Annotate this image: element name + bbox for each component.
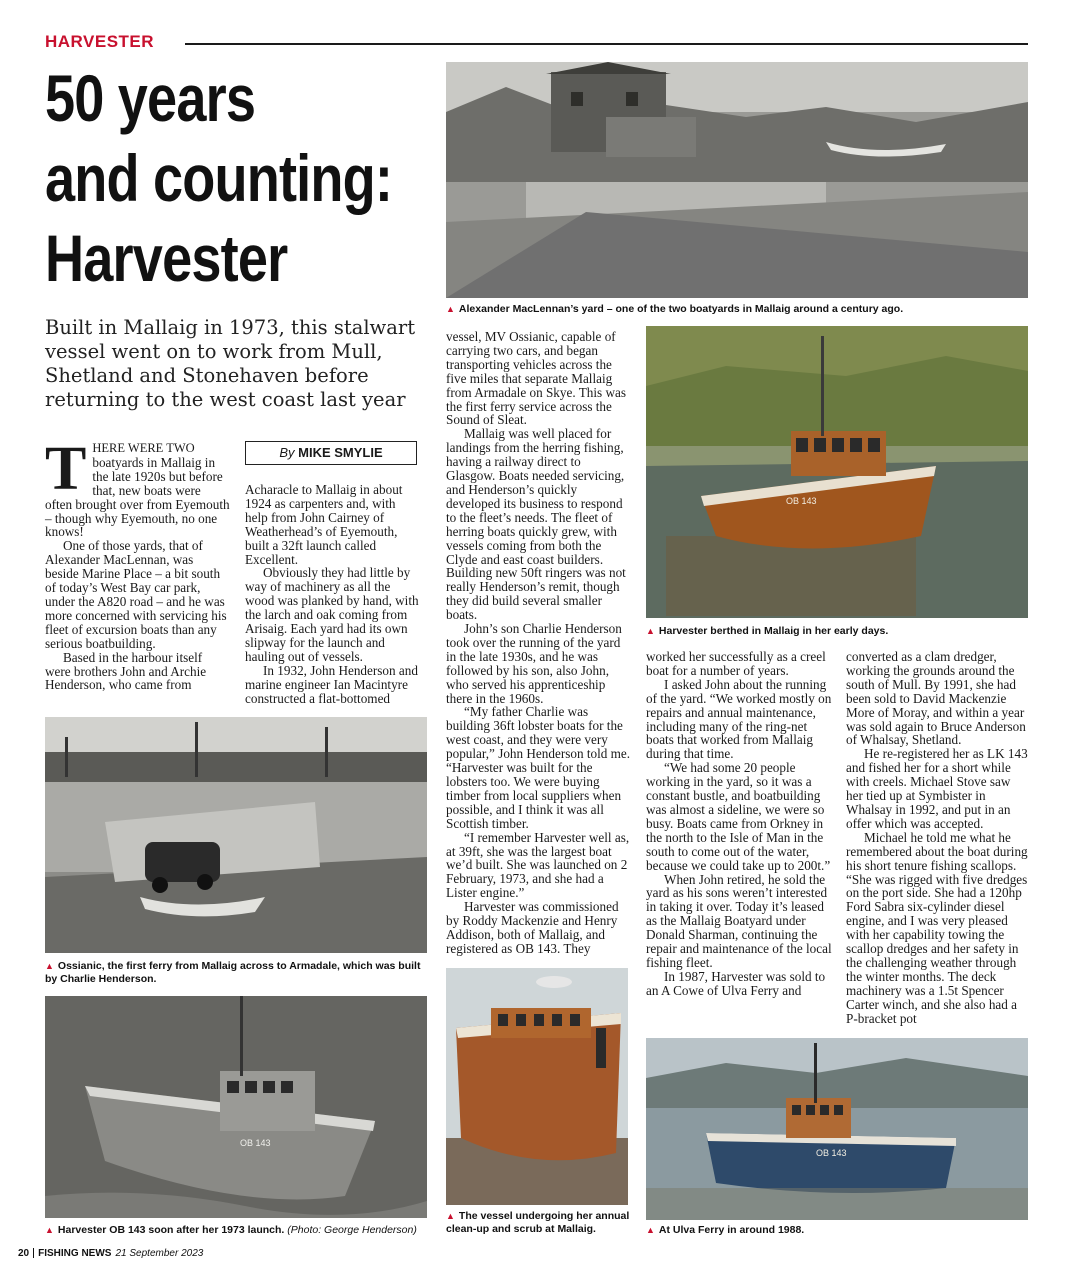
lead-in: HERE WERE TWO [92,441,195,455]
caption-text: The vessel undergoing her annual clean-up and scrub at Mallaig. [446,1210,630,1235]
standfirst: Built in Mallaig in 1973, this stalwart vessel went on to work from Mull, Shetland and Stonehaven before returning to the west coast last year [45,316,416,411]
paragraph: worked her successfully as a creel boat for a number of years. [646,649,826,678]
caption-text: Harvester OB 143 soon after her 1973 launch. [57,1224,285,1236]
caption-annual-scrub [446,1210,632,1236]
article-column-1 [45,435,230,693]
hull-registration: OB 143 [816,1148,847,1158]
paragraph: When John retired, he sold the yard as his sons weren’t interested in taking it over. Today it’s leased as the Mallaig Boatyard under Donald Sharman, continuing the repair and maintenance of the local fishing fleet. [646,871,832,970]
photo-ulva-ferry [646,1038,1028,1220]
headline-line-2: and counting: [45,141,393,215]
caption-text: Alexander MacLennan’s yard – one of the two boatyards in Mallaig around a century ago. [458,303,904,315]
photo-harvester-launch [45,996,427,1218]
issue-date: 21 September 2023 [115,1248,204,1259]
caret-up-icon: ▲ [446,1211,455,1221]
caret-up-icon: ▲ [646,626,655,636]
byline-author: MIKE SMYLIE [298,445,383,460]
paragraph: vessel, MV Ossianic, capable of carrying two cars, and began transporting vehicles across the five miles that separate Mallaig from Armadale on Skye. This was the first ferry service across the Sound of Sleat. [446,329,626,428]
publication-name: FISHING NEWS [38,1248,112,1259]
caption-ossianic [45,960,430,986]
paragraph: “We had some 20 people working in the yard, so it was a constant bustle, and boatbuilding was almost a sideline, we were so busy. Boats came from Orkney in the north to the Isle of Man in the south to come out of the water, because we could take up to 200t.” [646,760,831,873]
caption-text: At Ulva Ferry in around 1988. [658,1224,805,1236]
photo-maclennan-yard [446,62,1028,298]
caption-ulva-ferry [646,1224,1028,1237]
drop-cap: T [45,435,87,503]
caret-up-icon: ▲ [646,1225,655,1235]
photo-annual-scrub [446,968,628,1205]
paragraph [45,435,230,540]
paragraph: Obviously they had little by way of machinery as all the wood was planked by hand, with the larch and oak coming from Arisaig. Each yard had its own slipway for the launch and hauling out of vessels. [245,565,419,664]
hull-registration: OB 143 [786,496,817,506]
caret-up-icon: ▲ [446,304,455,314]
headline-line-3: Harvester [45,221,288,295]
caption-maclennan-yard [446,303,1028,316]
article-column-5 [846,650,1028,1025]
paragraph: Acharacle to Mallaig in about 1924 as carpenters and, with help from John Cairney of Weatherhead’s of Eyemouth, built a 32ft launch called Excellent. [245,482,403,567]
section-label: HARVESTER [45,32,155,51]
paragraph: I asked John about the running of the yard. “We worked mostly on repairs and annual maintenance, including many of the ring-net boats that worked from Mallaig during that time. [646,676,832,762]
photo-credit: (Photo: George Henderson) [287,1224,417,1236]
caption-harvester-berthed [646,625,1028,638]
paragraph: John’s son Charlie Henderson took over the running of the yard in the late 1930s, and he was followed by his son, also John, who served his apprenticeship there in the 1960s. [446,621,622,706]
caption-text: Ossianic, the first ferry from Mallaig across to Armadale, which was built by Charlie Henderson. [45,960,421,985]
headline [45,58,393,298]
page-number: 20 [18,1248,30,1259]
photo-ossianic-ferry [45,717,427,953]
article-column-3 [446,330,632,956]
headline-line-1: 50 years [45,61,256,135]
caret-up-icon: ▲ [45,1225,54,1235]
paragraph: converted as a clam dredger, working the grounds around the south of Mull. By 1991, she had been sold to David Mackenzie More of Moray, and within a year was sold again to Bruce Anderson of Whalsay, Shetland. [846,649,1026,748]
byline [245,441,417,465]
paragraph: He re-registered her as LK 143 and fished her for a short while with creels. Michael Stove saw her tied up at Symbister in Whalsay in 1992, and put in an offer which was accepted. [846,746,1028,831]
photo-harvester-berthed [646,326,1028,618]
article-column-4 [646,650,832,998]
paragraph-text: boatyards in Mallaig in the late 1920s but before that, new boats were often brought over from Eyemouth – though why Eyemouth, no one knows! [45,454,230,540]
footer-divider [33,1248,34,1258]
paragraph: “I remember Harvester well as, at 39ft, she was the largest boat we’d built. She was launched on 2 February, 1973, and she had a Lister engine.” [446,829,630,901]
paragraph: Based in the harbour itself were brothers John and Archie Henderson, who came from [45,649,207,693]
caption-harvester-launch [45,1224,430,1237]
page-footer [18,1248,203,1259]
paragraph: One of those yards, that of Alexander MacLennan, was beside Marine Place – a bit south of today’s West Bay car park, under the A820 road – and he was more concerned with servicing his fleet of excursion boats than any serious boatbuilding. [45,538,227,651]
paragraph: “My father Charlie was building 36ft lobster boats for the west coast, and they were very popular,” John Henderson told me. “Harvester was built for the lobsters too. We were buying timber from local suppliers when possible, and I think it was all Scottish timber. [446,704,631,831]
byline-by: By [279,445,295,460]
caret-up-icon: ▲ [45,961,54,971]
caption-text: Harvester berthed in Mallaig in her early days. [658,625,889,637]
paragraph: Mallaig was well placed for landings from the herring fishing, having a railway direct to Glasgow. Boats needed servicing, and Henderson’s quickly developed its business to respond to the fleet’s needs. The fleet of herring boats quickly grew, with vessels coming from both the Clyde and east coast builders. Building new 50ft ringers was not really Henderson’s remit, though they did build several smaller boats. [446,426,626,623]
article-column-2 [245,483,420,706]
paragraph: Harvester was commissioned by Roddy Mackenzie and Henry Addison, both of Mallaig, and registered as OB 143. They [446,899,619,956]
paragraph: In 1987, Harvester was sold to an A Cowe of Ulva Ferry and [646,968,826,998]
paragraph: In 1932, John Henderson and marine engineer Ian Macintyre constructed a flat-bottomed [245,662,418,706]
section-rule [185,43,1028,45]
hull-registration: OB 143 [240,1138,271,1148]
paragraph: Michael he told me what he remembered about the boat during his short tenure fishing scallops. “She was rigged with five dredges on the port side. She had a 120hp Ford Sabra six-cylinder diesel engine, and I was very pleased with her capability towing the scallop dredges and her safety in the challenging weather through the winter months. The deck machinery was a 1.5t Spencer Carter winch, and she also had a P-bracket pot [846,829,1028,1026]
